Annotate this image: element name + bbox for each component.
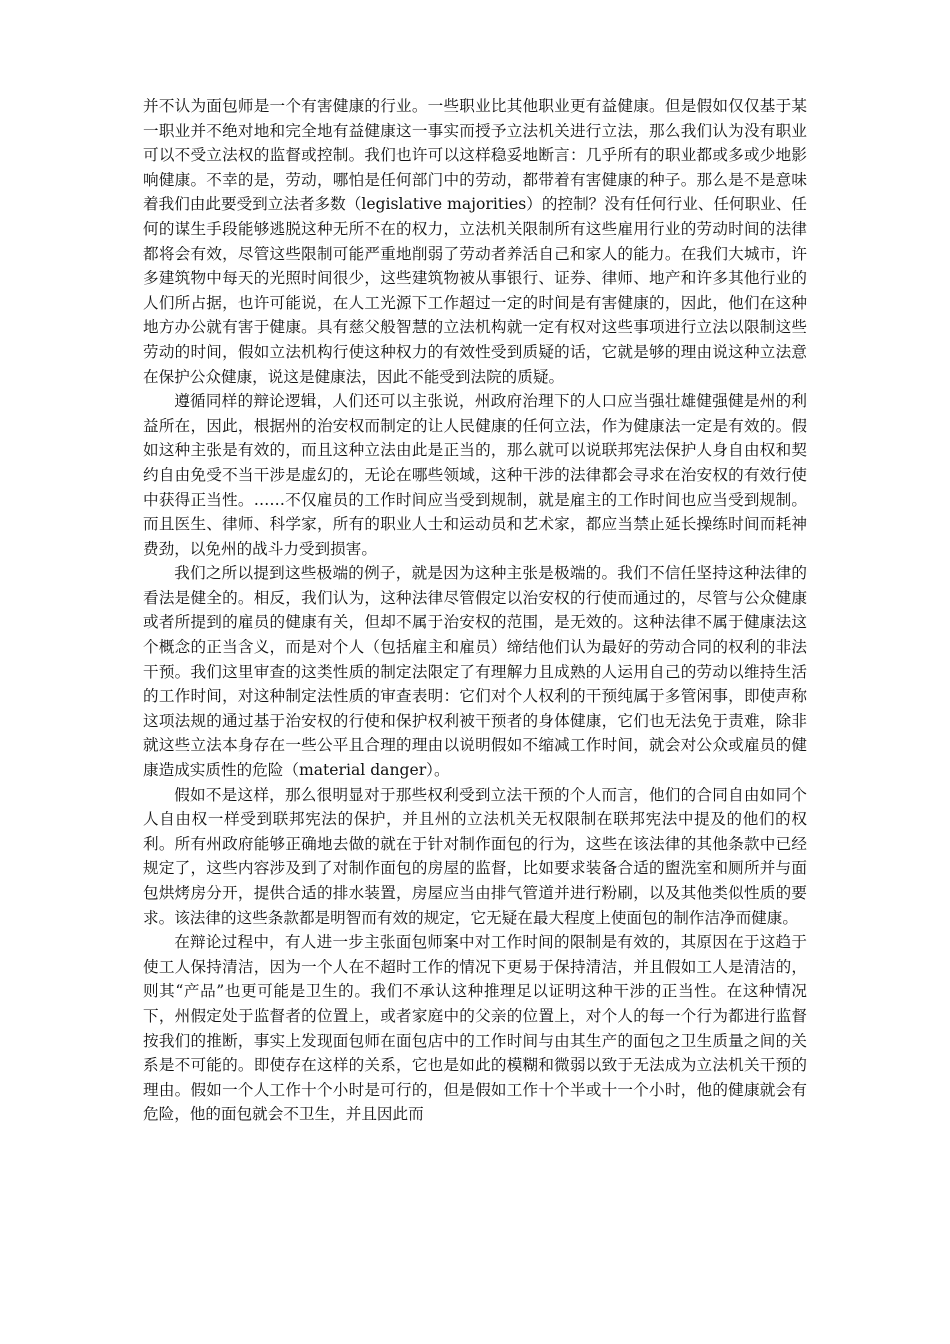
paragraph-2: 遵循同样的辩论逻辑，人们还可以主张说，州政府治理下的人口应当强壮雄健强健是州的利益所在，因此，根据州的治安权而制定的让人民健康的任何立法，作为健康法一定是有效的。假如这种主张是有效的，而且这种立法由此是正当的，那么就可以说联邦宪法保护人身自由权和契约自由免受不当干涉是虚幻的，无论在哪些领域，这种干涉的法律都会寻求在治安权的有效行使中获得正当性。……不仅雇员的工作时间应当受到规制，就是雇主的工作时间也应当受到规制。而且医生、律师、科学家，所有的职业人士和运动员和艺术家，都应当禁止延长操练时间而耗神费劲，以免州的战斗力受到损害。 <box>143 392 807 558</box>
paragraph-4: 假如不是这样，那么很明显对于那些权利受到立法干预的个人而言，他们的合同自由如同个人自由权一样受到联邦宪法的保护，并且州的立法机关无权限制在联邦宪法中提及的他们的权利。所有州政府能够正确地去做的就在于针对制作面包的行为，这些在该法律的其他条款中已经规定了，这些内容涉及到了对制作面包的房屋的监督，比如要求装备合适的盥洗室和厕所并与面包烘烤房分开，提供合适的排水装置，房屋应当由排气管道并进行粉刷，以及其他类似性质的要求。该法律的这些条款都是明智而有效的规定，它无疑在最大程度上使面包的制作洁净而健康。 <box>143 785 807 927</box>
paragraph-1: 并不认为面包师是一个有害健康的行业。一些职业比其他职业更有益健康。但是假如仅仅基于某一职业并不绝对地和完全地有益健康这一事实而授予立法机关进行立法，那么我们认为没有职业可以不受立法权的监督或控制。我们也许可以这样稳妥地断言：几乎所有的职业都或多或少地影响健康。不幸的是，劳动，哪怕是任何部门中的劳动，都带着有害健康的种子。那么是不是意味着我们由此要受到立法者多数（legislative majorities）的控制？没有任何行业、任何职业、任何的谋生手段能够逃脱这种无所不在的权力，立法机关限制所有这些雇用行业的劳动时间的法律都将会有效，尽管这些限制可能严重地削弱了劳动者养活自己和家人的能力。在我们大城市，许多建筑物中每天的光照时间很少，这些建筑物被从事银行、证券、律师、地产和许多其他行业的人们所占据，也许可能说，在人工光源下工作超过一定的时间是有害健康的，因此，他们在这种地方办公就有害于健康。具有慈父般智慧的立法机构就一定有权对这些事项进行立法以限制这些劳动的时间，假如立法机构行使这种权力的有效性受到质疑的话，它就是够的理由说这种立法意在保护公众健康，说这是健康法，因此不能受到法院的质疑。 <box>143 97 807 386</box>
paragraph-3: 我们之所以提到这些极端的例子，就是因为这种主张是极端的。我们不信任坚持这种法律的看法是健全的。相反，我们认为，这种法律尽管假定以治安权的行使而通过的，尽管与公众健康或者所提到的雇员的健康有关，但却不属于治安权的范围，是无效的。这种法律不属于健康法这个概念的正当含义，而是对个人（包括雇主和雇员）缔结他们认为最好的劳动合同的权利的非法干预。我们这里审查的这类性质的制定法限定了有理解力且成熟的人运用自己的劳动以维持生活的工作时间，对这种制定法性质的审查表明：它们对个人权利的干预纯属于多管闲事，即使声称这项法规的通过基于治安权的行使和保护权利被干预者的身体健康，它们也无法免于责难，除非就这些立法本身存在一些公平且合理的理由以说明假如不缩减工作时间，就会对公众或雇员的健康造成实质性的危险（material danger）。 <box>143 564 807 780</box>
document-page <box>143 94 807 1127</box>
paragraph-5: 在辩论过程中，有人进一步主张面包师案中对工作时间的限制是有效的，其原因在于这趋于使工人保持清洁，因为一个人在不超时工作的情况下更易于保持清洁，并且假如工人是清洁的，则其“产品”也更可能是卫生的。我们不承认这种推理足以证明这种干涉的正当性。在这种情况下，州假定处于监督者的位置上，或者家庭中的父亲的位置上，对个人的每一个行为都进行监督按我们的推断，事实上发现面包师在面包店中的工作时间与由其生产的面包之卫生质量之间的关系是不可能的。即使存在这样的关系，它也是如此的模糊和微弱以致于无法成为立法机关干预的理由。假如一个人工作十个小时是可行的，但是假如工作十个半或十一个小时，他的健康就会有危险，他的面包就会不卫生，并且因此而 <box>143 933 807 1124</box>
